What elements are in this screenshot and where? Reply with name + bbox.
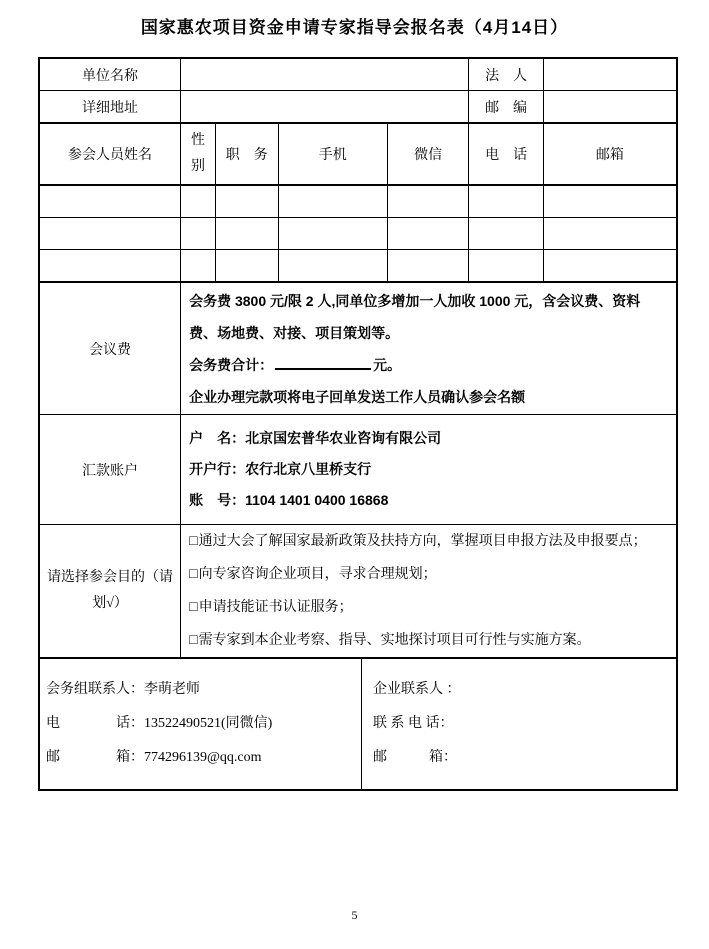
- attendee-gender-cell[interactable]: [181, 250, 216, 281]
- account-row: [40, 415, 676, 525]
- attendee-email-cell[interactable]: [544, 250, 676, 281]
- attendee-mobile-header: 手机: [279, 124, 388, 184]
- fee-description: 会务费 3800 元/限 2 人,同单位多增加一人加收 1000 元，含会议费、资料费、场地费、对接、项目策划等。: [189, 292, 641, 341]
- organizer-contact-block: [40, 659, 362, 789]
- purpose-option[interactable]: [189, 591, 352, 624]
- checkbox-icon[interactable]: □: [189, 600, 198, 615]
- company-contact-name[interactable]: 企业联系人 ：: [372, 682, 461, 697]
- purpose-option-label: 申请技能证书认证服务；: [198, 600, 353, 615]
- attendee-phone-cell[interactable]: [469, 250, 544, 281]
- fee-label: 会议费: [40, 283, 181, 414]
- purpose-row: [40, 525, 676, 659]
- attendee-mobile-cell[interactable]: [279, 250, 388, 281]
- organizer-contact-email: 邮 箱：774296139@qq.com: [46, 750, 262, 765]
- attendee-gender-header: 性别: [181, 124, 216, 184]
- legal-person-label: 法 人: [469, 59, 544, 90]
- attendee-name-header: 参会人员姓名: [40, 124, 181, 184]
- checkbox-icon[interactable]: □: [189, 567, 198, 582]
- attendee-wechat-header: 微信: [388, 124, 469, 184]
- fee-total-blank-input[interactable]: [275, 356, 371, 370]
- attendee-row: [40, 186, 676, 218]
- company-contact-block: [362, 659, 676, 789]
- account-label: 汇款账户: [40, 415, 181, 524]
- account-content: [181, 415, 676, 524]
- company-contact-email[interactable]: 邮 箱：: [372, 750, 457, 765]
- organizer-contact-name: 会务组联系人：李萌老师: [46, 682, 200, 697]
- purpose-content: [181, 525, 676, 657]
- purpose-option[interactable]: [189, 558, 436, 591]
- fee-row: [40, 283, 676, 415]
- attendee-wechat-cell[interactable]: [388, 186, 469, 217]
- attendee-mobile-cell[interactable]: [279, 186, 388, 217]
- fee-content: [181, 283, 676, 414]
- fee-total-suffix: 元。: [373, 356, 402, 373]
- attendee-phone-cell[interactable]: [469, 186, 544, 217]
- organizer-contact-phone: 电 话：13522490521(同微信): [46, 716, 273, 731]
- attendee-wechat-cell[interactable]: [388, 250, 469, 281]
- form-title: 国家惠农项目资金申请专家指导会报名表（4月14日）: [140, 18, 569, 37]
- purpose-option-label: 通过大会了解国家最新政策及扶持方向，掌握项目申报方法及申报要点；: [198, 534, 647, 549]
- address-row: [40, 91, 676, 124]
- registration-form-table: [38, 57, 678, 791]
- contacts-row: [40, 659, 676, 789]
- attendee-position-cell[interactable]: [216, 250, 279, 281]
- unit-name-input[interactable]: [181, 59, 469, 90]
- purpose-option-label: 需专家到本企业考察、指导、实地探讨项目可行性与实施方案。: [198, 633, 591, 648]
- checkbox-icon[interactable]: □: [189, 534, 198, 549]
- purpose-option-label: 向专家咨询企业项目，寻求合理规划；: [198, 567, 437, 582]
- attendee-email-cell[interactable]: [544, 218, 676, 249]
- account-bank-line: 开户行：农行北京八里桥支行: [189, 461, 372, 477]
- attendee-name-cell[interactable]: [40, 250, 181, 281]
- attendee-email-cell[interactable]: [544, 186, 676, 217]
- attendee-name-cell[interactable]: [40, 218, 181, 249]
- fee-total-prefix: 会务费合计：: [189, 356, 274, 373]
- purpose-option[interactable]: [189, 624, 590, 657]
- unit-name-row: [40, 59, 676, 91]
- attendee-phone-header: 电 话: [469, 124, 544, 184]
- attendee-gender-cell[interactable]: [181, 186, 216, 217]
- address-label: 详细地址: [40, 91, 181, 122]
- attendee-header-row: [40, 124, 676, 186]
- legal-person-input[interactable]: [544, 59, 676, 90]
- attendee-phone-cell[interactable]: [469, 218, 544, 249]
- checkbox-icon[interactable]: □: [189, 633, 198, 648]
- address-input[interactable]: [181, 91, 469, 122]
- attendee-position-header: 职 务: [216, 124, 279, 184]
- attendee-mobile-cell[interactable]: [279, 218, 388, 249]
- fee-total-line: [189, 349, 401, 381]
- attendee-email-header: 邮箱: [595, 148, 624, 163]
- attendee-wechat-cell[interactable]: [388, 218, 469, 249]
- zip-label: 邮 编: [469, 91, 544, 122]
- attendee-row: [40, 250, 676, 283]
- account-number-line: 账 号：1104 1401 0400 16868: [189, 492, 389, 508]
- account-holder-line: 户 名：北京国宏普华农业咨询有限公司: [189, 430, 442, 446]
- purpose-label: 请选择参会目的（请划√）: [40, 525, 181, 657]
- attendee-gender-cell[interactable]: [181, 218, 216, 249]
- attendee-position-cell[interactable]: [216, 218, 279, 249]
- unit-name-label: 单位名称: [40, 59, 181, 90]
- page-number: 5: [351, 908, 358, 922]
- attendee-row: [40, 218, 676, 250]
- zip-input[interactable]: [544, 91, 676, 122]
- purpose-option[interactable]: [189, 525, 646, 558]
- attendee-position-cell[interactable]: [216, 186, 279, 217]
- fee-note: 企业办理完款项将电子回单发送工作人员确认参会名额: [189, 388, 526, 405]
- attendee-name-cell[interactable]: [40, 186, 181, 217]
- company-contact-phone[interactable]: 联 系 电 话：: [372, 716, 454, 731]
